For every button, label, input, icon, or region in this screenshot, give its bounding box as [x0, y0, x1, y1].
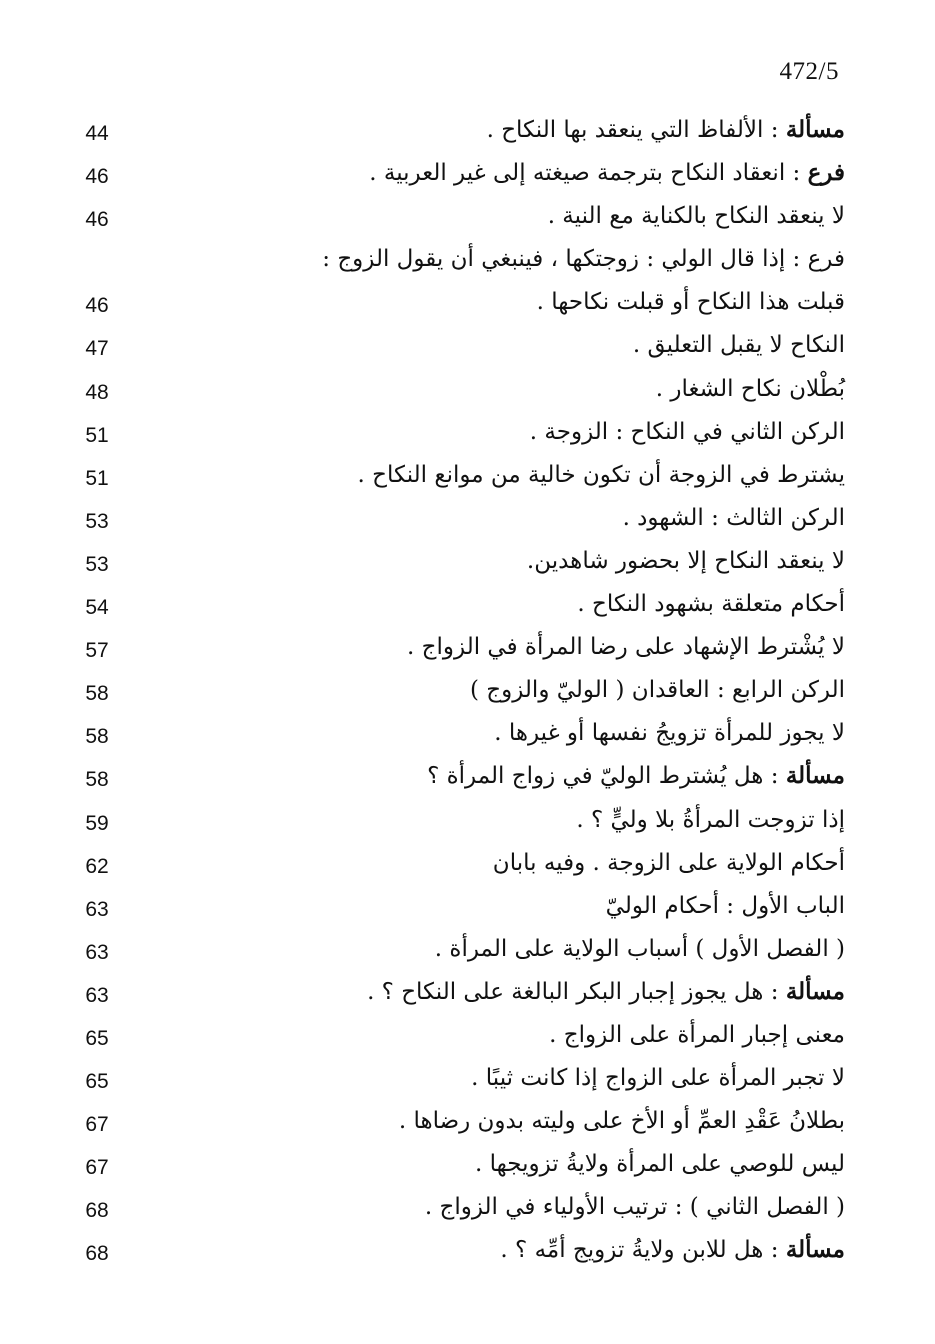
toc-entry-text: الركن الثاني في النكاح : الزوجة . [529, 418, 845, 445]
toc-entry-text: أحكام متعلقة بشهود النكاح . [577, 591, 845, 618]
toc-entry-page-number: 65 [85, 1070, 109, 1094]
toc-entry-title [548, 199, 845, 233]
page-reference: 472/5 [779, 58, 839, 85]
toc-entry [0, 1101, 935, 1144]
toc-entry [0, 972, 935, 1015]
toc-entry-page-number: 47 [85, 337, 109, 361]
toc-entry-page-number: 46 [85, 294, 109, 318]
toc-entry-text: قبلت هذا النكاح أو قبلت نكاحها . [536, 289, 845, 316]
toc-entry [0, 1230, 935, 1273]
toc-entry-title [425, 1190, 845, 1224]
toc-entry [0, 1058, 935, 1101]
toc-entry [0, 325, 935, 368]
toc-entry [0, 498, 935, 541]
toc-entry-page-number: 46 [85, 208, 109, 232]
toc-entry-page-number: 58 [85, 682, 109, 706]
toc-entry [0, 196, 935, 239]
toc-entry-page-number: 54 [85, 596, 109, 620]
toc-entry-keyword: فرع [807, 159, 845, 187]
toc-entry-text: ( الفصل الأول ) أسباب الولاية على المرأة . [434, 935, 845, 962]
table-of-contents [0, 110, 935, 1274]
toc-entry-title [537, 285, 845, 319]
toc-entry-page-number: 68 [85, 1199, 109, 1223]
toc-entry-title [577, 587, 845, 621]
toc-entry-title [656, 372, 845, 406]
toc-entry-page-number: 63 [85, 940, 109, 964]
toc-entry-page-number: 53 [85, 552, 109, 576]
toc-entry-text: : الألفاظ التي ينعقد بها النكاح . [486, 117, 786, 143]
toc-entry-title [358, 458, 845, 492]
toc-entry [0, 369, 935, 412]
toc-entry-title [369, 156, 845, 190]
toc-entry-page-number: 63 [85, 897, 109, 921]
toc-entry-page-number: 67 [85, 1156, 109, 1180]
toc-entry-title [576, 803, 845, 837]
toc-entry-page-number: 57 [85, 639, 109, 663]
toc-entry-title [633, 328, 845, 362]
toc-entry [0, 153, 935, 196]
toc-entry-text: الركن الثالث : الشهود . [622, 504, 845, 531]
toc-entry-page-number: 44 [85, 122, 109, 145]
toc-entry-text: لا تجبر المرأة على الزواج إذا كانت ثيبًا . [471, 1065, 845, 1092]
toc-entry [0, 239, 935, 282]
toc-entry-text: ( الفصل الثاني ) : ترتيب الأولياء في الزواج . [424, 1194, 845, 1221]
toc-entry [0, 800, 935, 843]
toc-entry-title [407, 630, 845, 664]
toc-entry-title [322, 242, 845, 276]
toc-entry-text: لا ينعقد النكاح بالكناية مع النية . [547, 203, 845, 230]
toc-entry-text: لا يُشْترط الإشهاد على رضا المرأة في الزواج . [407, 634, 845, 661]
toc-entry-page-number: 53 [85, 509, 109, 533]
toc-entry-title [527, 544, 845, 578]
toc-entry-keyword: مسألة [785, 1236, 845, 1264]
toc-entry-text: : هل يجوز إجبار البكر البالغة على النكاح ؟ . [367, 978, 786, 1005]
toc-entry-page-number: 58 [85, 725, 109, 749]
toc-entry-page-number: 62 [85, 854, 109, 878]
toc-entry [0, 1015, 935, 1058]
toc-entry-title [500, 1233, 845, 1267]
toc-entry-text: بُطْلان نكاح الشغار . [655, 375, 845, 402]
toc-entry [0, 756, 935, 799]
toc-entry-title [494, 716, 845, 750]
toc-entry-text: إذا تزوجت المرأةُ بلا وليٍّ ؟ . [576, 806, 845, 833]
toc-entry-title [475, 1147, 845, 1181]
toc-entry [0, 455, 935, 498]
toc-entry-text: لا يجوز للمرأة تزويجُ نفسها أو غيرها . [494, 720, 845, 747]
toc-entry-page-number: 59 [85, 811, 109, 835]
toc-entry-text: : هل يُشترط الوليّ في زواج المرأة ؟ [427, 763, 786, 790]
toc-entry-title [606, 889, 845, 923]
toc-entry-text: الركن الرابع : العاقدان ( الوليّ والزوج ) [470, 677, 845, 704]
toc-entry-page-number: 48 [85, 380, 109, 404]
toc-entry [0, 670, 935, 713]
toc-entry-text: : هل للابن ولايةُ تزويج أمِّه ؟ . [500, 1237, 786, 1264]
toc-entry [0, 1144, 935, 1187]
toc-entry-title [493, 846, 845, 880]
toc-entry-text: لا ينعقد النكاح إلا بحضور شاهدين. [526, 547, 845, 574]
toc-entry-title [470, 673, 845, 707]
toc-entry-text: النكاح لا يقبل التعليق . [632, 332, 845, 359]
toc-entry [0, 110, 935, 153]
toc-entry [0, 541, 935, 584]
toc-entry-title [367, 975, 845, 1009]
toc-entry-title [530, 415, 845, 449]
toc-entry-title [435, 932, 845, 966]
toc-entry-text: الباب الأول : أحكام الوليّ [605, 892, 845, 919]
toc-entry-title [623, 501, 845, 535]
toc-entry-title [549, 1018, 845, 1052]
toc-entry-page-number: 51 [85, 466, 109, 490]
toc-entry-title [399, 1104, 845, 1138]
toc-entry-title [471, 1061, 845, 1095]
toc-entry-text: أحكام الولاية على الزوجة . وفيه بابان [492, 849, 845, 876]
toc-entry [0, 886, 935, 929]
toc-entry-title [427, 759, 845, 793]
toc-entry-keyword: مسألة [785, 977, 845, 1005]
toc-entry-text: : انعقاد النكاح بترجمة صيغته إلى غير العربية . [369, 160, 808, 187]
toc-entry-keyword: مسألة [785, 762, 845, 790]
toc-entry-title [487, 113, 845, 147]
toc-entry-page-number: 51 [85, 423, 109, 447]
toc-entry [0, 843, 935, 886]
toc-entry [0, 1187, 935, 1230]
toc-entry [0, 929, 935, 972]
toc-entry [0, 713, 935, 756]
toc-entry-text: معنى إجبار المرأة على الزواج . [549, 1021, 845, 1048]
toc-entry-page-number: 63 [85, 983, 109, 1007]
toc-entry-text: ليس للوصي على المرأة ولايةُ تزويجها . [475, 1151, 845, 1178]
toc-entry-page-number: 67 [85, 1113, 109, 1137]
toc-entry-page-number: 58 [85, 768, 109, 792]
toc-entry [0, 584, 935, 627]
toc-entry-page-number: 68 [85, 1242, 109, 1266]
toc-entry-text: فرع : إذا قال الولي : زوجتكها ، فينبغي أن يقول الزوج : [322, 246, 845, 273]
toc-entry [0, 627, 935, 670]
toc-entry-text: بطلانُ عَقْدِ العمِّ أو الأخ على وليته بدون رضاها . [398, 1108, 845, 1135]
toc-entry [0, 412, 935, 455]
toc-entry-page-number: 46 [85, 165, 109, 189]
toc-entry-text: يشترط في الزوجة أن تكون خالية من موانع النكاح . [357, 461, 845, 488]
toc-entry [0, 282, 935, 325]
toc-entry-page-number: 65 [85, 1026, 109, 1050]
toc-entry-keyword: مسألة [785, 116, 845, 143]
